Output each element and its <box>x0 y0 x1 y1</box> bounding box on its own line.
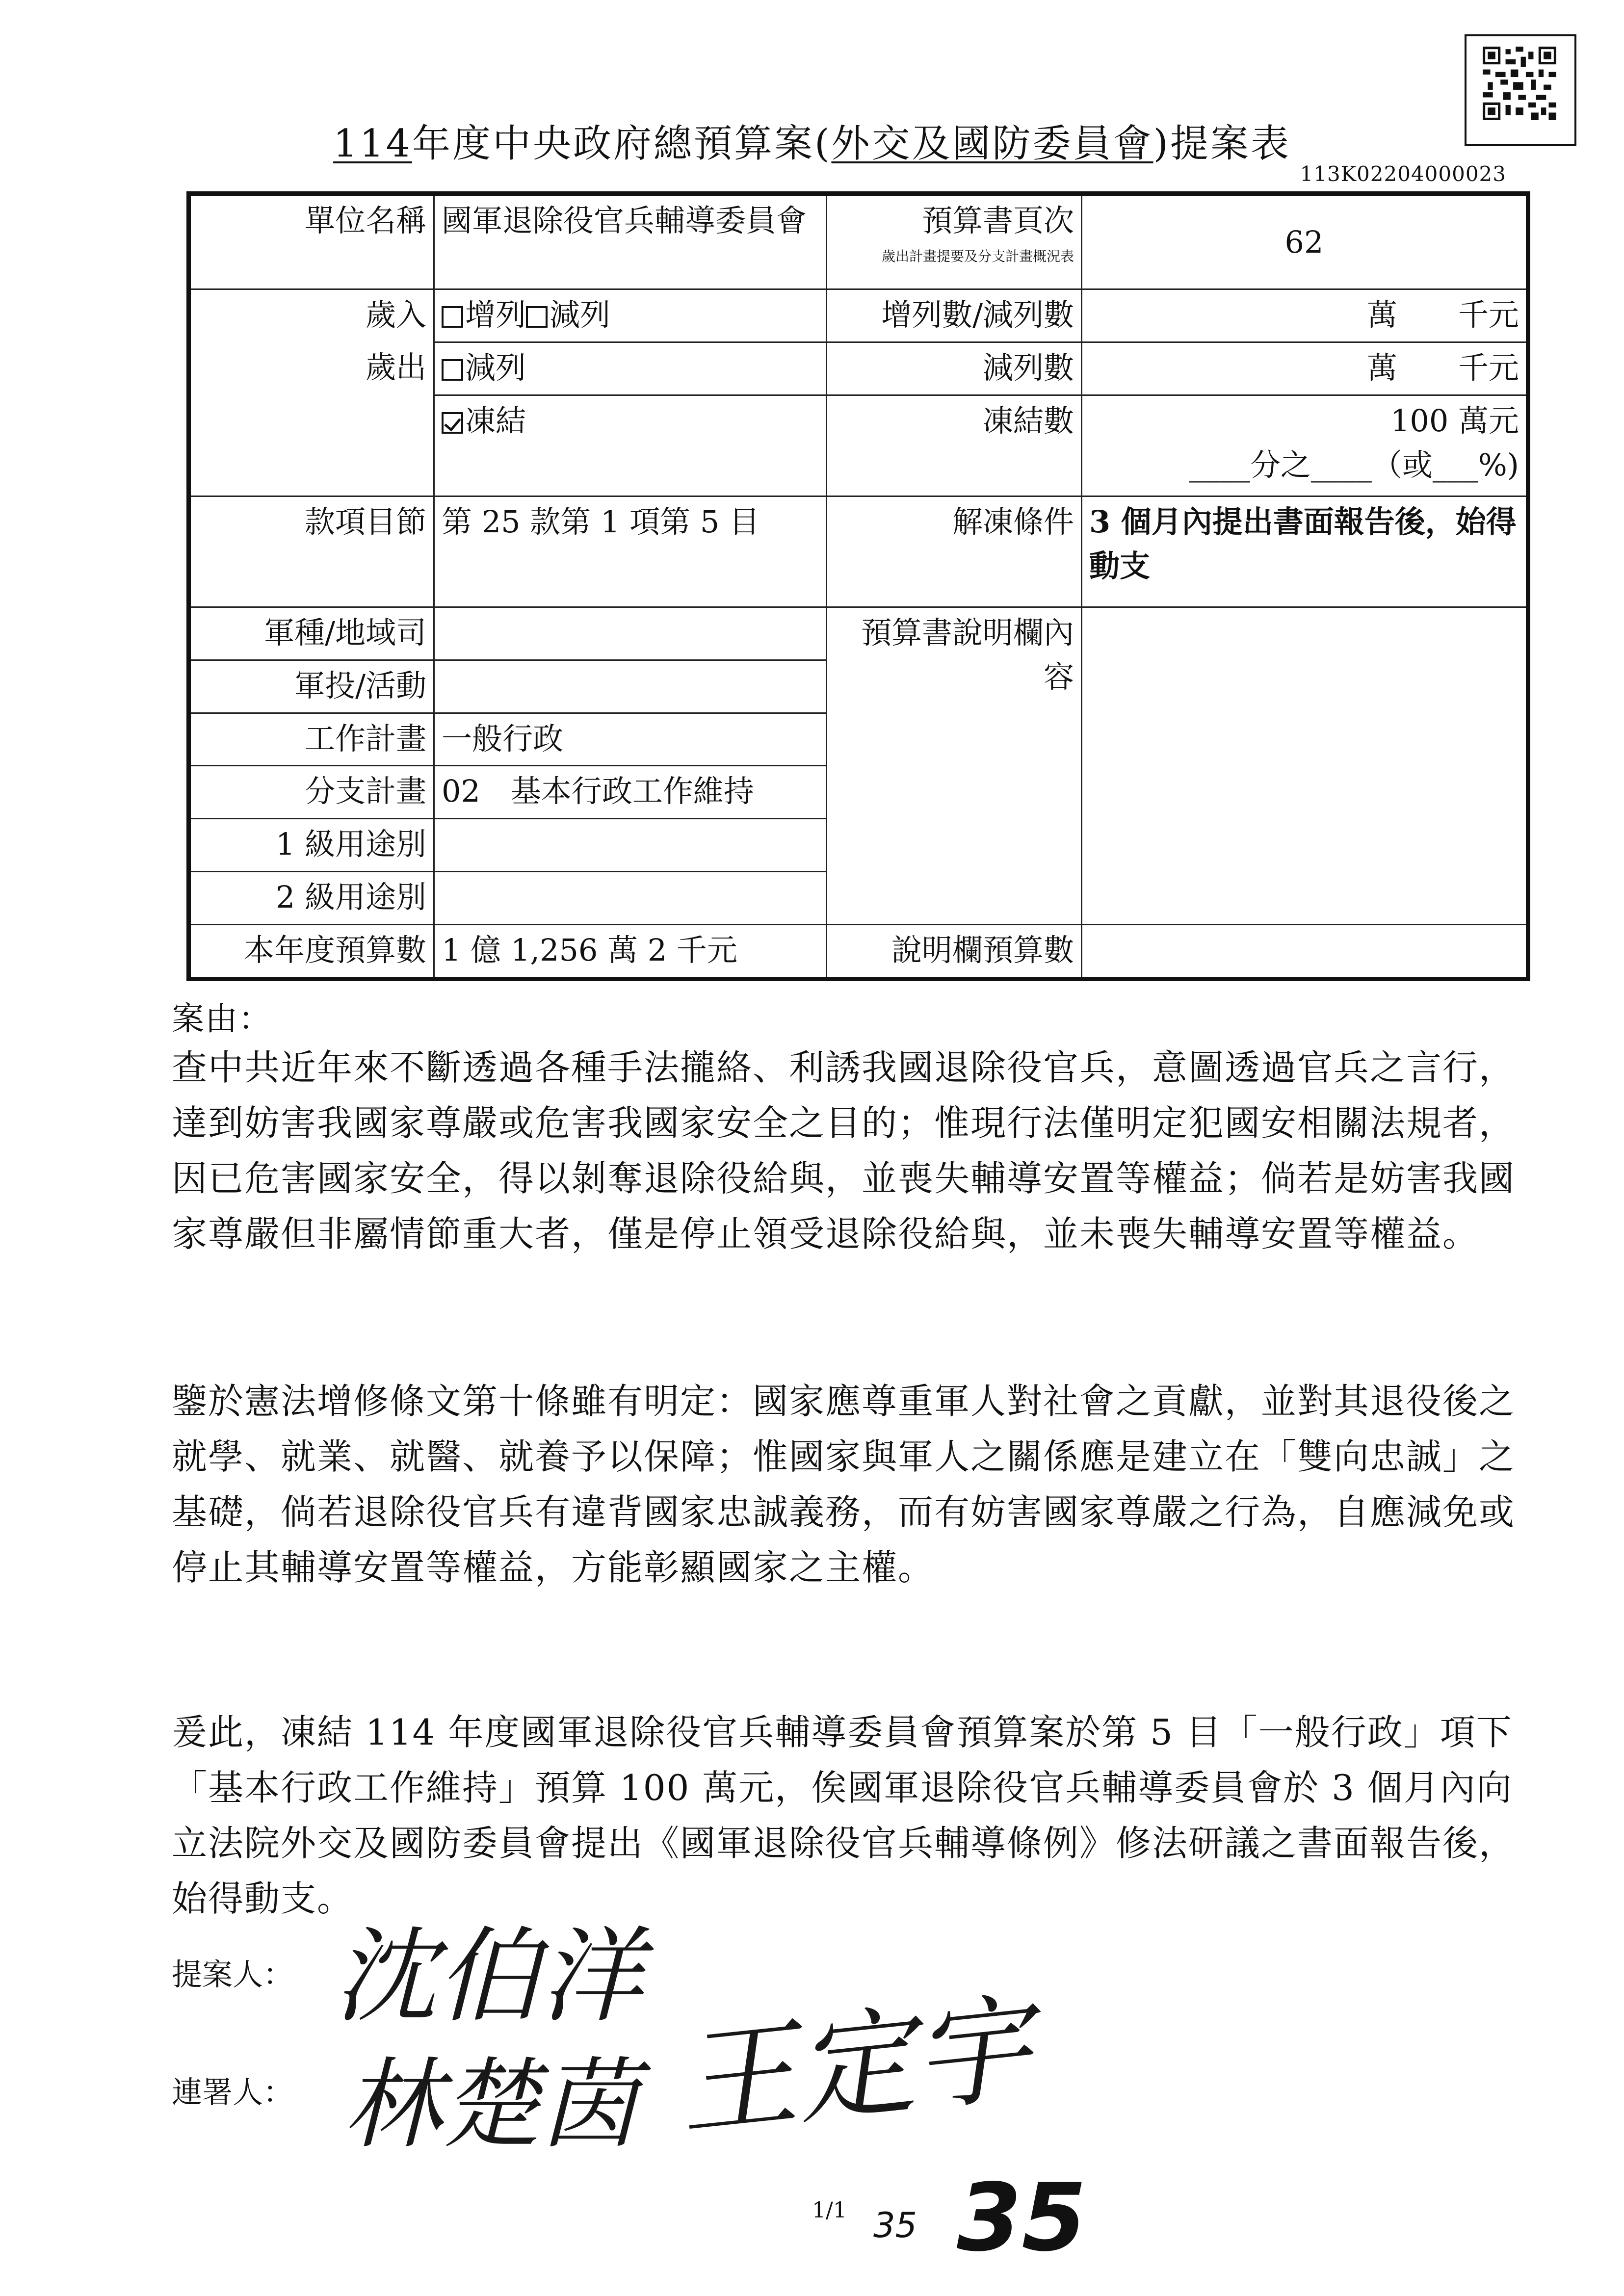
use1-value <box>434 819 827 872</box>
cosigner-label: 連署人： <box>172 2074 294 2110</box>
expend-reduce-checkbox[interactable] <box>442 359 463 381</box>
freeze-option <box>434 395 827 496</box>
page-number: 1/1 <box>812 2198 847 2223</box>
desc-budget-value <box>1082 924 1528 979</box>
title-part1: 年度中央政府總預算案( <box>412 122 832 166</box>
work-plan-label: 工作計畫 <box>189 713 434 766</box>
inc-dec-label: 增列數/減列數 <box>827 289 1082 342</box>
freeze-value: 100 萬元 <box>1390 403 1519 439</box>
revenue-increase-label: 增列 <box>465 297 526 333</box>
expend-reduce-label: 減列 <box>465 350 526 386</box>
page-label: 預算書頁次 <box>921 203 1074 238</box>
unfreeze-value: 3 個月內提出書面報告後，始得動支 <box>1082 496 1528 607</box>
expend-blank <box>189 395 434 496</box>
freeze-option-label: 凍結 <box>465 403 526 439</box>
desc-budget-label: 說明欄預算數 <box>827 924 1082 979</box>
case-label: 案由： <box>172 1000 272 1038</box>
page-title <box>0 113 1624 168</box>
freeze-fraction: ____分之____（或___%) <box>1189 446 1519 483</box>
expend-reduce-option <box>434 342 827 395</box>
cosigner-signature-2: 王定宇 <box>672 1980 1038 2154</box>
revenue-decrease-label: 減列 <box>550 297 611 333</box>
qr-code-icon <box>1483 47 1556 120</box>
page-sublabel: 歲出計畫提要及分支計畫概況表 <box>881 248 1074 264</box>
title-part2: )提案表 <box>1153 122 1291 166</box>
freeze-value-cell <box>1082 395 1528 496</box>
service-label: 軍種/地域司 <box>189 607 434 660</box>
service-value <box>434 607 827 660</box>
proposer-signature: 沈伯洋 <box>334 1916 643 2036</box>
use2-value <box>434 872 827 925</box>
paragraph-3: 爰此，凍結 114 年度國軍退除役官兵輔導委員會預算案於第 5 目「一般行政」項下「基本行政工作維持」預算 100 萬元，俟國軍退除役官兵輔導委員會於 3 個月內向立法院外交及國防委員會提出《國軍退除役官兵輔導條例》修法研議之書面報告後，始得動支。 <box>172 1712 1516 1919</box>
use2-label: 2 級用途別 <box>189 872 434 925</box>
proposal-form-table <box>186 191 1530 981</box>
expend-label: 歲出 <box>189 342 434 395</box>
paragraph-1: 查中共近年來不斷透過各種手法攏絡、利誘我國退除役官兵，意圖透過官兵之言行，達到妨害我國家尊嚴或危害我國家安全之目的；惟現行法僅明定犯國安相關法規者，因已危害國家安全，得以剝奪退除役給與，並喪失輔導安置等權益；倘若是妨害我國家尊嚴但非屬情節重大者，僅是停止領受退除役給與，並未喪失輔導安置等權益。 <box>172 1047 1516 1254</box>
unfreeze-label: 解凍條件 <box>827 496 1082 607</box>
freeze-checkbox[interactable] <box>442 412 463 434</box>
page-label-cell <box>827 194 1082 289</box>
revenue-label: 歲入 <box>189 289 434 342</box>
revenue-decrease-checkbox[interactable] <box>526 306 548 328</box>
branch-plan-label: 分支計畫 <box>189 766 434 819</box>
program-label: 軍投/活動 <box>189 660 434 713</box>
reduce-value: 萬 千元 <box>1082 342 1528 395</box>
work-plan-value: 一般行政 <box>434 713 827 766</box>
program-value <box>434 660 827 713</box>
proposer-label: 提案人： <box>172 1957 294 1992</box>
revenue-options <box>434 289 827 342</box>
use1-label: 1 級用途別 <box>189 819 434 872</box>
desc-value <box>1082 607 1528 924</box>
unit-label: 單位名稱 <box>189 194 434 289</box>
branch-plan-value: 02 基本行政工作維持 <box>434 766 827 819</box>
revenue-increase-checkbox[interactable] <box>442 306 463 328</box>
reduce-label: 減列數 <box>827 342 1082 395</box>
freeze-label: 凍結數 <box>827 395 1082 496</box>
desc-label: 預算書說明欄內容 <box>827 607 1082 924</box>
handwritten-number-small: 35 <box>873 2205 917 2245</box>
title-committee: 外交及國防委員會 <box>831 122 1153 166</box>
document-id: 113K02204000023 <box>1300 162 1506 186</box>
handwritten-number-large: 35 <box>957 2164 1087 2272</box>
item-label: 款項目節 <box>189 496 434 607</box>
cosigner-signature-1: 林楚茵 <box>343 2048 638 2162</box>
unit-value: 國軍退除役官兵輔導委員會 <box>434 194 827 289</box>
item-value: 第 25 款第 1 項第 5 目 <box>434 496 827 607</box>
budget-value: 1 億 1,256 萬 2 千元 <box>434 924 827 979</box>
paragraph-2: 鑒於憲法增修條文第十條雖有明定：國家應尊重軍人對社會之貢獻，並對其退役後之就學、就業、就醫、就養予以保障；惟國家與軍人之關係應是建立在「雙向忠誠」之基礎，倘若退除役官兵有違背國家忠誠義務，而有妨害國家尊嚴之行為，自應減免或停止其輔導安置等權益，方能彰顯國家之主權。 <box>172 1381 1516 1588</box>
budget-label: 本年度預算數 <box>189 924 434 979</box>
title-year: 114 <box>333 122 412 166</box>
page-value: 62 <box>1082 194 1528 289</box>
inc-dec-value: 萬 千元 <box>1082 289 1528 342</box>
